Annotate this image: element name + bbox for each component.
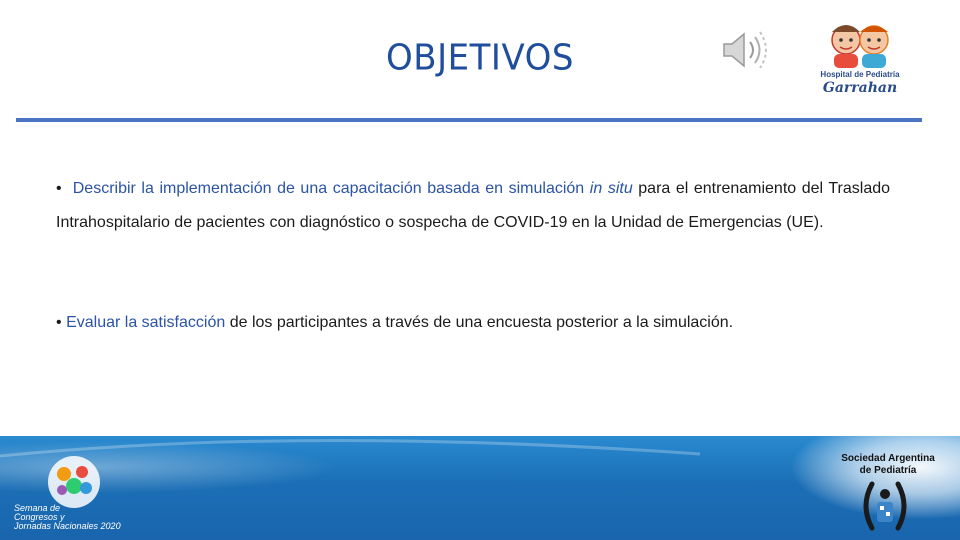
objective-text: de los participantes a través de una encuesta posterior a la simulación. — [225, 314, 734, 331]
objective-text: para el entrenamiento del Traslado Intrahospitalario de pacientes con diagnóstico o sospecha de COVID-19 en la Unidad de Emergencias (UE). — [56, 180, 891, 231]
footer-band — [0, 436, 960, 540]
page-title: OBJETIVOS — [386, 37, 574, 79]
footer-decoration — [0, 436, 960, 540]
objective-highlight: Describir la implementación de una capacitación basada en simulación — [72, 180, 585, 197]
congress-wordmark — [14, 504, 134, 531]
sap-logo — [858, 480, 912, 532]
hospital-wordmark: Garrahan — [822, 80, 898, 96]
objective-item-2 — [56, 306, 890, 340]
bullet: • — [56, 314, 62, 331]
sap-name-line2: de Pediatría — [859, 465, 917, 476]
sap-name: Sociedad Argentina — [841, 453, 935, 464]
congress-line: Jornadas Nacionales 2020 — [14, 521, 121, 531]
speaker-icon[interactable] — [720, 28, 770, 72]
congress-line: Semana de — [14, 503, 61, 513]
congress-line: Congresos y — [14, 512, 65, 522]
title-divider — [16, 118, 922, 122]
hospital-name: Hospital de Pediatría — [820, 70, 900, 79]
bullet: • — [56, 180, 62, 197]
objective-item-1 — [56, 172, 890, 240]
objective-highlight: Evaluar la satisfacción — [66, 314, 226, 331]
objective-italic: in situ — [589, 180, 633, 197]
